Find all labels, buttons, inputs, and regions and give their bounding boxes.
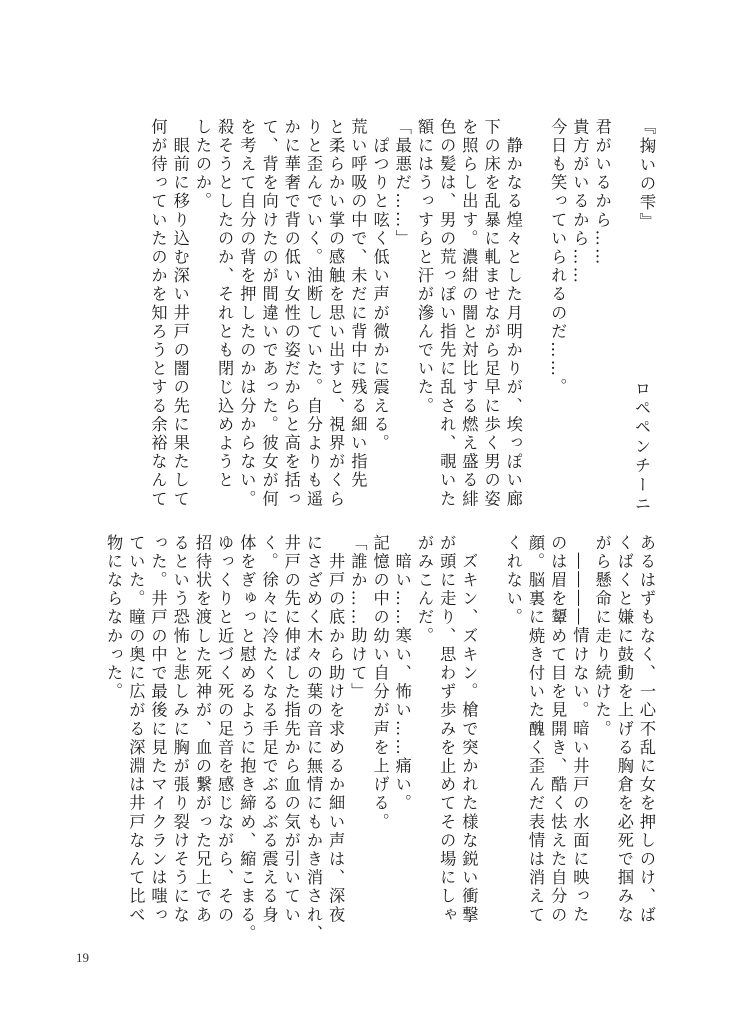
text-line: 顔。脳裏に焼き付いた醜く歪んだ表情は消えて	[525, 534, 545, 925]
text-line: 招待状を渡した死神が、血の繋がった兄上であ	[192, 534, 212, 925]
text-line: ぽつりと呟く低い声が微かに震える。	[370, 118, 390, 453]
text-line: りと歪んでいく。油断していた。自分よりも遥	[303, 118, 323, 509]
text-line: したのか。	[192, 118, 212, 211]
text-line: 殺そうとしたのか、それとも閉じ込めようと	[215, 118, 235, 490]
text-line: 今日も笑っていられるのだ……。	[548, 118, 568, 397]
text-line: あるはずもなく、一心不乱に女を押しのけ、ば	[637, 534, 656, 925]
author-name: ロペペンチーニ	[632, 380, 651, 515]
text-line: のは眉を顰めて目を見開き、酷く怯えた自分の	[548, 534, 568, 925]
text-line: 物にならなかった。	[104, 534, 124, 702]
text-line: 「最悪だ……」	[392, 118, 412, 249]
text-line: 井戸の底から助けを求めるか細い声は、深夜	[326, 534, 346, 925]
text-line: 下の床を乱暴に軋ませながら足早に歩く男の姿	[481, 118, 501, 509]
text-line: 君がいるから……	[592, 118, 612, 267]
text-line: 体をぎゅっと慰めるように抱き締め、縮こまる。	[237, 534, 257, 944]
text-line: 何が待っていたのかを知ろうとする余裕なんて	[148, 118, 168, 509]
text-line: がら懸命に走り続けた。	[592, 534, 612, 739]
text-line: を考えて自分の背を押したのかは分からない。	[237, 118, 257, 509]
text-line	[524, 118, 546, 503]
text-line: ていた。瞳の奥に広がる深淵は井戸なんて比べ	[126, 534, 146, 925]
text-line: て、背を向けたのが間違いであった。彼女が何	[259, 118, 279, 509]
text-line: ゆっくりと近づく死の足音を感じながら、その	[215, 534, 235, 925]
text-block-bottom	[102, 534, 657, 944]
text-line: 眼前に移り込む深い井戸の闇の先に果たして	[170, 118, 190, 509]
text-line: がみこんだ。	[414, 534, 434, 646]
text-line: かに華奢で背の低い女性の姿だからと高を括っ	[281, 118, 301, 509]
text-line	[479, 534, 501, 919]
text-line: 「誰か……助けて」	[348, 534, 368, 702]
text-line: を照らし出す。濃紺の闇と対比する燃え盛る緋	[459, 118, 479, 509]
text-line: 色の髪は、男の荒っぽい指先に乱され、覗いた	[437, 118, 457, 509]
text-block-top	[146, 118, 657, 509]
text-line: く。徐々に冷たくなる手足でぶるぶる震える身	[259, 534, 279, 925]
text-line: ――――情けない。暗い井戸の水面に映った	[570, 534, 590, 925]
text-line: るという恐怖と悲しみに胸が張り裂けそうにな	[170, 534, 190, 925]
text-line: 暗い……寒い、怖い……痛い。	[392, 534, 412, 813]
story-title: 『掬いの雫』	[637, 118, 656, 232]
page-number: 19	[76, 950, 89, 965]
text-line: 井戸の先に伸ばした指先から血の気が引いてい	[281, 534, 301, 925]
text-line: ズキン、ズキン。槍で突かれた様な鋭い衝撃	[459, 534, 479, 925]
text-line: にさざめく木々の葉の音に無情にもかき消され、	[303, 534, 323, 944]
text-line: 貴方がいるから……	[570, 118, 590, 286]
text-line: 額にはうっすらと汗が滲んでいた。	[414, 118, 434, 416]
text-line: と柔らかい掌の感触を思い出すと、視界がくら	[326, 118, 346, 509]
text-line: くばくと嫌に鼓動を上げる胸倉を必死で掴みな	[614, 534, 634, 925]
text-line: 静かなる煌々とした月明かりが、埃っぽい廊	[503, 118, 523, 509]
text-line: 記憶の中の幼い自分が声を上げる。	[370, 534, 390, 832]
text-line: った。井戸の中で最後に見たマイクランは嗤っ	[148, 534, 168, 925]
text-line: くれない。	[503, 534, 523, 627]
text-line: が頭に走り、思わず歩みを止めてその場にしゃ	[437, 534, 457, 925]
text-line: 荒い呼吸の中で、未だに背中に残る細い指先	[348, 118, 368, 490]
